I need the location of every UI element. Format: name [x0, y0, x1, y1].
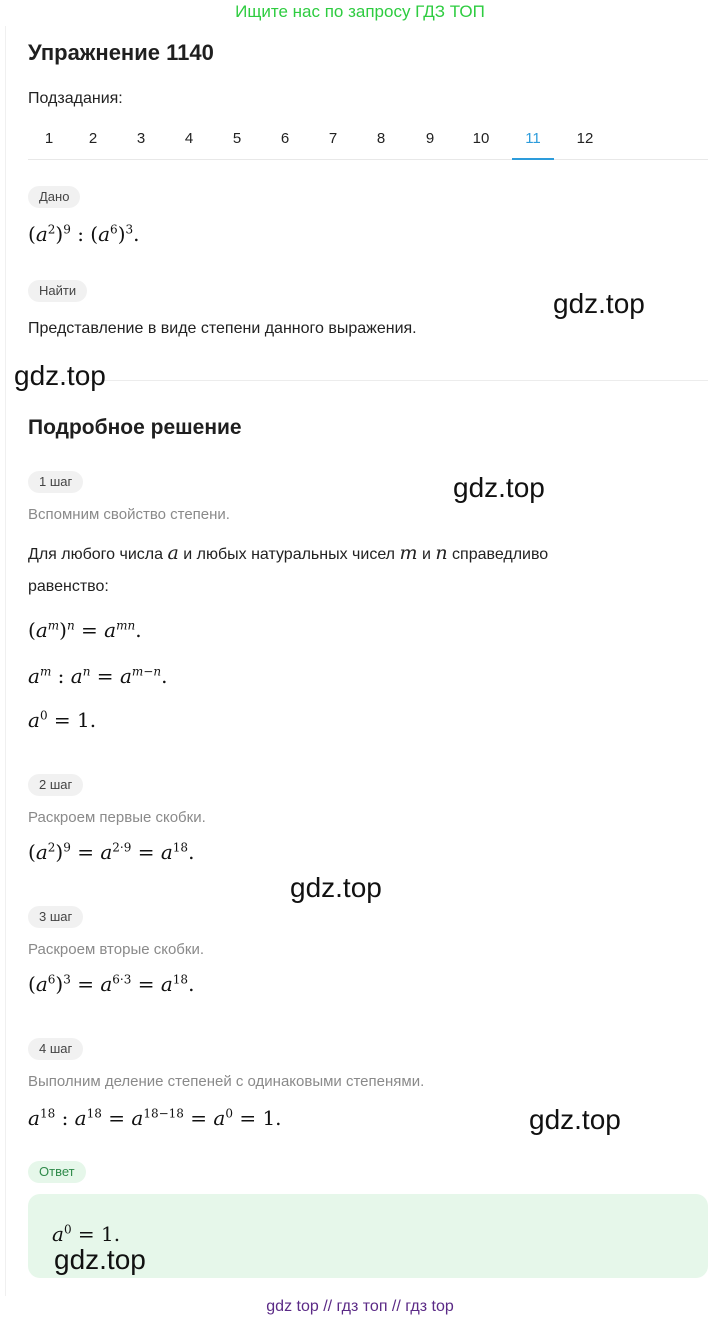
tab-10[interactable]: 10 [472, 130, 490, 147]
tab-5[interactable]: 5 [232, 130, 242, 147]
top-banner: Ищите нас по запросу ГДЗ ТОП [235, 2, 485, 21]
find-text: Представление в виде степени данного выражения. [28, 320, 417, 337]
tab-7[interactable]: 7 [328, 130, 338, 147]
tab-11[interactable]: 11 [512, 124, 554, 160]
watermark-3: gdz.top [453, 472, 545, 503]
step1-text-d: справедливо [452, 546, 549, 563]
given-badge: Дано [28, 186, 80, 208]
tab-2[interactable]: 2 [88, 130, 98, 147]
step2-badge: 2 шаг [28, 774, 83, 796]
tab-3[interactable]: 3 [136, 130, 146, 147]
watermark-5: gdz.top [529, 1104, 621, 1135]
property-power-of-power: $(a^m)^n = a^{mn}$. [28, 618, 142, 642]
step1-hint: Вспомним свойство степени. [28, 506, 230, 523]
watermark-1: gdz.top [553, 288, 645, 319]
step3-hint: Раскроем вторые скобки. [28, 941, 205, 958]
watermark-4: gdz.top [290, 872, 382, 903]
footer-links[interactable]: gdz top // гдз топ // гдз top [266, 1298, 454, 1315]
step3-badge: 3 шаг [28, 906, 83, 928]
step1-text-a: Для любого числа [28, 546, 164, 563]
watermark-2: gdz.top [14, 360, 106, 391]
watermark-6: gdz.top [54, 1244, 146, 1275]
page-title: Упражнение 1140 [28, 40, 214, 65]
tab-9[interactable]: 9 [425, 130, 435, 147]
step4-expression: $a^{18}$ : $a^{18} = a^{18-18} = a^0 = 1$. [28, 1106, 282, 1130]
step1-badge: 1 шаг [28, 471, 83, 493]
tab-6[interactable]: 6 [280, 130, 290, 147]
find-badge: Найти [28, 280, 87, 302]
subtask-tabs [28, 124, 708, 160]
tab-4[interactable]: 4 [184, 130, 194, 147]
step3-expression: $(a^6)^3 = a^{6\cdot 3} = a^{18}$. [28, 972, 195, 996]
step1-text: Для любого числа a и любых натуральных чисел m и n справедливо [28, 542, 549, 564]
property-zero-power: $a^0 = 1$. [28, 708, 97, 732]
step2-hint: Раскроем первые скобки. [28, 809, 206, 826]
step4-hint: Выполним деление степеней с одинаковыми степенями. [28, 1073, 425, 1090]
answer-badge: Ответ [28, 1161, 86, 1183]
tab-12[interactable]: 12 [576, 130, 594, 147]
step1-text-e: равенство: [28, 578, 109, 595]
subtasks-label: Подзадания: [28, 90, 123, 107]
answer-expression: $a^0 = 1$. [52, 1222, 121, 1246]
property-division: $a^m$ : $a^n = a^{m-n}$. [28, 664, 168, 688]
tab-1[interactable]: 1 [44, 130, 54, 147]
step1-text-c: и [421, 546, 431, 563]
step2-expression: $(a^2)^9 = a^{2\cdot 9} = a^{18}$. [28, 840, 195, 864]
tab-8[interactable]: 8 [376, 130, 386, 147]
step4-badge: 4 шаг [28, 1038, 83, 1060]
solution-title: Подробное решение [28, 416, 242, 439]
step1-text-b: и любых натуральных чисел [183, 546, 396, 563]
divider [28, 380, 708, 381]
given-expression: $(a^2)^9$ : $(a^6)^3$. [28, 222, 140, 246]
